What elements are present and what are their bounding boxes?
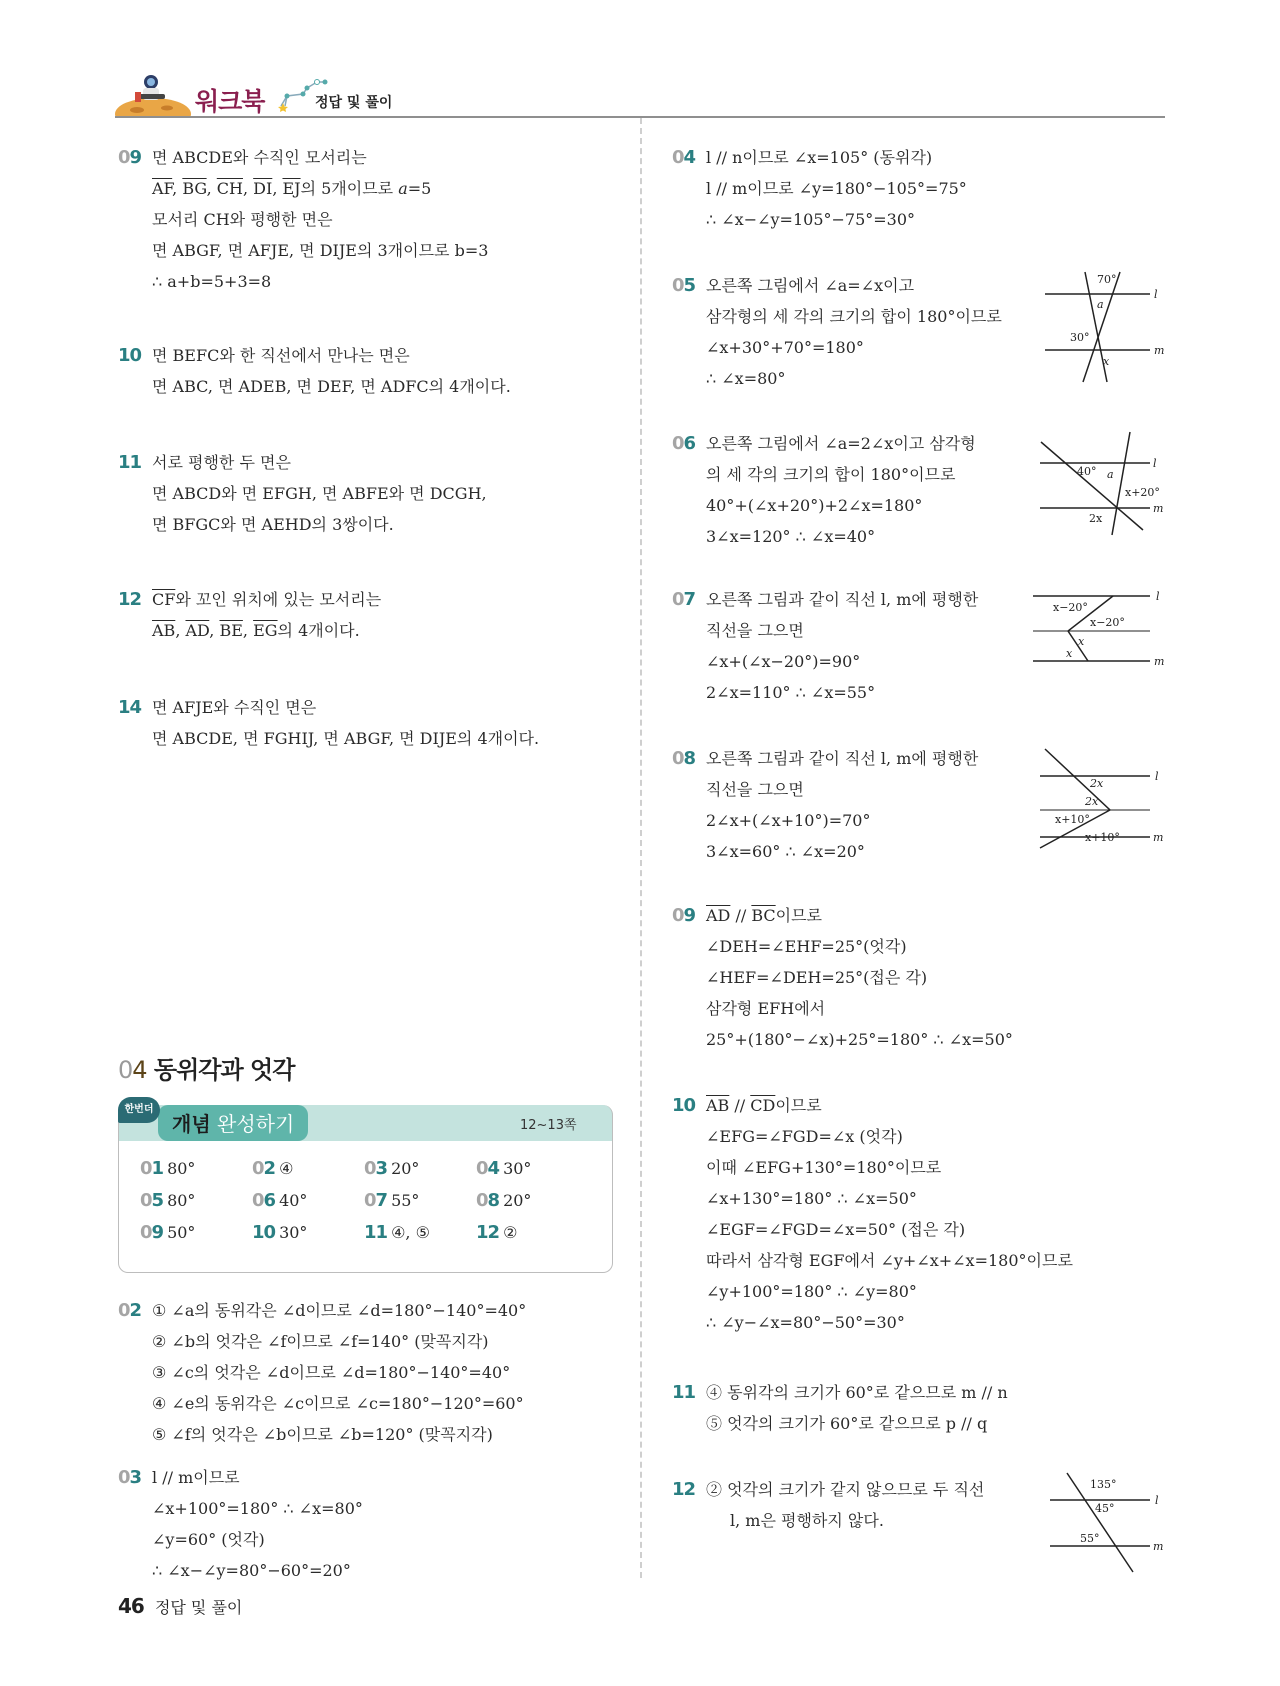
solution-line: ① ∠a의 동위각은 ∠d이므로 ∠d=180°−140°=40° (152, 1301, 527, 1320)
problem-number: 11 (672, 1382, 696, 1403)
answer-cell: 11 ④, ⑤ (364, 1222, 430, 1243)
svg-text:x−20°: x−20° (1053, 601, 1088, 614)
problem-number: 10 (672, 1095, 696, 1116)
answer-grid (140, 1158, 600, 1254)
figure-06 (1035, 430, 1170, 544)
solution-line: l, m은 평행하지 않다. (730, 1511, 884, 1530)
solution-line: ∠x+130°=180° ∴ ∠x=50° (706, 1189, 917, 1208)
column-divider (640, 118, 642, 1578)
svg-text:l: l (1153, 457, 1157, 470)
workbook-brand: 워크북 (195, 87, 265, 116)
answer-cell: 02 ④ (252, 1158, 294, 1179)
solution-line: 의 세 각의 크기의 합이 180°이므로 (706, 465, 956, 484)
page-footer (118, 1594, 242, 1618)
solution-line: 25°+(180°−∠x)+25°=180° ∴ ∠x=50° (706, 1030, 1013, 1049)
svg-text:30°: 30° (1070, 331, 1090, 344)
solution-line: 따라서 삼각형 EGF에서 ∠y+∠x+∠x=180°이므로 (706, 1251, 1073, 1270)
parallel-lines-diagram-icon (1040, 270, 1170, 390)
svg-text:x−20°: x−20° (1090, 616, 1125, 629)
svg-text:70°: 70° (1097, 273, 1117, 286)
solution-line: 오른쪽 그림과 같이 직선 l, m에 평행한 (706, 590, 979, 609)
solution-line: 3∠x=60° ∴ ∠x=20° (706, 842, 865, 861)
solution-line: 삼각형의 세 각의 크기의 합이 180°이므로 (706, 307, 1002, 326)
problem-number: 12 (672, 1479, 696, 1500)
problem-number: 05 (672, 275, 696, 296)
solution-line: ∴ a+b=5+3=8 (152, 272, 272, 291)
solution-line: ③ ∠c의 엇각은 ∠d이므로 ∠d=180°−140°=40° (152, 1363, 511, 1382)
svg-text:40°: 40° (1077, 465, 1097, 478)
problem-number: 04 (672, 147, 696, 168)
solution-line: 이때 ∠EFG+130°=180°이므로 (706, 1158, 942, 1177)
parallel-lines-diagram-icon (1028, 585, 1173, 670)
solution-line: 오른쪽 그림에서 ∠a=∠x이고 (706, 276, 915, 295)
solution-line: 모서리 CH와 평행한 면은 (152, 210, 333, 229)
svg-text:l: l (1155, 1494, 1159, 1507)
problem-number: 11 (118, 452, 142, 473)
svg-text:55°: 55° (1080, 1532, 1100, 1545)
svg-text:2x: 2x (1090, 777, 1104, 790)
problem-number: 09 (118, 147, 142, 168)
answer-row (140, 1158, 600, 1190)
problem-number: 14 (118, 697, 142, 718)
problem-number: 02 (118, 1300, 142, 1321)
solution-line: 면 ABC, 면 ADEB, 면 DEF, 면 ADFC의 4개이다. (152, 377, 511, 396)
solution-line: ∠x+(∠x−20°)=90° (706, 652, 861, 671)
svg-text:l: l (1154, 288, 1158, 301)
solution-line: 40°+(∠x+20°)+2∠x=180° (706, 496, 923, 515)
solution-line: 면 BEFC와 한 직선에서 만나는 면은 (152, 346, 410, 365)
solution-line: 면 ABCDE와 수직인 모서리는 (152, 148, 367, 167)
solution-line: $\overline{AF}$, $\overline{BG}$, $\overline{CH}$, $\overline{DI}$, $\overline{EJ}$의 5개이므로 a=5 (152, 179, 432, 198)
solution-line: ∠EFG=∠FGD=∠x (엇각) (706, 1127, 903, 1146)
solution-line: ∴ ∠x−∠y=80°−60°=20° (152, 1561, 351, 1580)
problem-number: 03 (118, 1467, 142, 1488)
solution-line: 서로 평행한 두 면은 (152, 453, 291, 472)
problem-number: 07 (672, 589, 696, 610)
answer-cell: 09 50° (140, 1222, 196, 1243)
astronaut-mascot-icon (115, 70, 193, 116)
solution-line: ∴ ∠x=80° (706, 369, 786, 388)
problem-number: 10 (118, 345, 142, 366)
solution-line: 2∠x=110° ∴ ∠x=55° (706, 683, 876, 702)
header-subtitle: 정답 및 풀이 (315, 95, 393, 111)
answer-box-pages: 12~13쪽 (520, 1118, 577, 1133)
page-header (115, 70, 1165, 118)
solution-line: ② 엇각의 크기가 같지 않으므로 두 직선 (706, 1480, 985, 1499)
solution-line: 2∠x+(∠x+10°)=70° (706, 811, 871, 830)
footer-label: 정답 및 풀이 (154, 1598, 243, 1617)
svg-text:x: x (1103, 355, 1110, 368)
answer-cell: 04 30° (476, 1158, 532, 1179)
solution-line: ∠EGF=∠FGD=∠x=50° (접은 각) (706, 1220, 966, 1239)
problem-number: 08 (672, 748, 696, 769)
svg-text:x+20°: x+20° (1125, 486, 1160, 499)
solution-line: ④ ∠e의 동위각은 ∠c이므로 ∠c=180°−120°=60° (152, 1394, 524, 1413)
answer-box-badge: 한번더 (118, 1097, 160, 1123)
solution-line: 면 BFGC와 면 AEHD의 3쌍이다. (152, 515, 394, 534)
solution-line: ∠y+100°=180° ∴ ∠y=80° (706, 1282, 917, 1301)
solution-line: l // n이므로 ∠x=105° (동위각) (706, 148, 933, 167)
problem-number: 09 (672, 905, 696, 926)
solution-line: 오른쪽 그림과 같이 직선 l, m에 평행한 (706, 749, 979, 768)
svg-text:m: m (1154, 655, 1165, 668)
answer-cell: 07 55° (364, 1190, 420, 1211)
solution-line: 직선을 그으면 (706, 621, 804, 640)
page-number: 46 (118, 1594, 144, 1618)
section-title: 04 동위각과 엇각 (118, 1056, 295, 1084)
svg-text:l: l (1156, 590, 1160, 603)
svg-text:45°: 45° (1095, 1502, 1115, 1515)
figure-07 (1028, 585, 1173, 674)
problem-number: 12 (118, 589, 142, 610)
solution-line: 삼각형 EFH에서 (706, 999, 826, 1018)
figure-08 (1035, 745, 1175, 854)
answer-box-title: 개념 완성하기 (172, 1112, 295, 1136)
solution-line: $\overline{AB} // \overline{CD}$이므로 (706, 1096, 822, 1115)
svg-text:m: m (1153, 1540, 1164, 1553)
figure-05 (1040, 270, 1170, 394)
solution-line: 면 ABGF, 면 AFJE, 면 DIJE의 3개이므로 b=3 (152, 241, 489, 260)
svg-text:m: m (1153, 502, 1164, 515)
solution-line: ∠DEH=∠EHF=25°(엇각) (706, 937, 907, 956)
answer-row (140, 1222, 600, 1254)
answer-cell: 08 20° (476, 1190, 532, 1211)
solution-line: l // m이므로 ∠y=180°−105°=75° (706, 179, 967, 198)
solution-line: ⑤ 엇각의 크기가 60°로 같으므로 p // q (706, 1414, 988, 1433)
solution-line: $\overline{AD} // \overline{BC}$이므로 (706, 906, 823, 925)
svg-text:135°: 135° (1090, 1478, 1117, 1491)
answer-row (140, 1190, 600, 1222)
answer-cell: 12 ② (476, 1222, 518, 1243)
solution-line: ④ 동위각의 크기가 60°로 같으므로 m // n (706, 1383, 1008, 1402)
svg-text:m: m (1154, 344, 1165, 357)
solution-line: ∠x+30°+70°=180° (706, 338, 864, 357)
solution-line: ∠x+100°=180° ∴ ∠x=80° (152, 1499, 363, 1518)
problem-number: 06 (672, 433, 696, 454)
solution-line: ∴ ∠y−∠x=80°−50°=30° (706, 1313, 905, 1332)
svg-text:2x: 2x (1089, 512, 1103, 525)
svg-text:l: l (1155, 770, 1159, 783)
svg-text:x: x (1078, 635, 1085, 648)
figure-12 (1045, 1470, 1170, 1579)
answer-cell: 06 40° (252, 1190, 308, 1211)
solution-line: ⑤ ∠f의 엇각은 ∠b이므로 ∠b=120° (맞꼭지각) (152, 1425, 493, 1444)
answer-cell: 03 20° (364, 1158, 420, 1179)
solution-line: 직선을 그으면 (706, 780, 804, 799)
parallel-lines-diagram-icon (1035, 430, 1170, 540)
svg-text:x: x (1066, 647, 1073, 660)
section-title-text: 동위각과 엇각 (153, 1056, 295, 1084)
transversal-diagram-icon (1045, 1470, 1170, 1575)
solution-line: 오른쪽 그림에서 ∠a=2∠x이고 삼각형 (706, 434, 976, 453)
svg-text:x+10°: x+10° (1085, 831, 1120, 844)
svg-text:x+10°: x+10° (1055, 813, 1090, 826)
solution-line: 면 ABCD와 면 EFGH, 면 ABFE와 면 DCGH, (152, 484, 487, 503)
solution-line: ∠HEF=∠DEH=25°(접은 각) (706, 968, 928, 987)
answer-cell: 10 30° (252, 1222, 308, 1243)
solution-line: ② ∠b의 엇각은 ∠f이므로 ∠f=140° (맞꼭지각) (152, 1332, 489, 1351)
svg-text:m: m (1153, 831, 1164, 844)
svg-text:a: a (1097, 298, 1104, 311)
solution-line: $\overline{AB}$, $\overline{AD}$, $\overline{BE}$, $\overline{EG}$의 4개이다. (152, 621, 360, 640)
solution-line: l // m이므로 (152, 1468, 240, 1487)
solution-line: ∴ ∠x−∠y=105°−75°=30° (706, 210, 916, 229)
answer-cell: 05 80° (140, 1190, 196, 1211)
svg-text:a: a (1107, 468, 1114, 481)
answer-cell: 01 80° (140, 1158, 196, 1179)
solution-line: ∠y=60° (엇각) (152, 1530, 265, 1549)
parallel-lines-diagram-icon (1035, 745, 1175, 850)
svg-text:2x: 2x (1085, 795, 1099, 808)
solution-line: $\overline{CF}$와 꼬인 위치에 있는 모서리는 (152, 590, 382, 609)
solution-line: 면 AFJE와 수직인 면은 (152, 698, 317, 717)
solution-line: 면 ABCDE, 면 FGHIJ, 면 ABGF, 면 DIJE의 4개이다. (152, 729, 540, 748)
solution-line: 3∠x=120° ∴ ∠x=40° (706, 527, 876, 546)
